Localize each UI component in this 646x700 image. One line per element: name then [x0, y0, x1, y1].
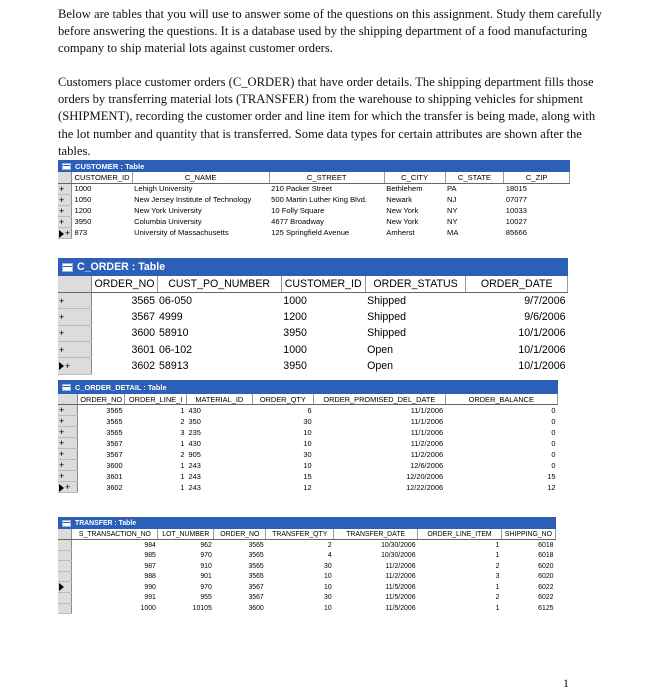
table-cell[interactable]: 1 — [180, 471, 185, 481]
table-cell[interactable]: 1 — [495, 604, 500, 612]
table-cell[interactable]: 1 — [180, 460, 185, 470]
table-cell[interactable]: 11/2/2006 — [410, 438, 444, 448]
table-cell[interactable]: 905 — [188, 449, 201, 459]
table-cell[interactable]: 1 — [495, 541, 500, 549]
table-cell[interactable]: 11/5/2006 — [385, 604, 416, 612]
table-cell[interactable]: New York — [386, 217, 419, 226]
table-cell[interactable]: NY — [447, 206, 458, 215]
column-header[interactable]: TRANSFER_DATE — [334, 529, 418, 540]
table-cell[interactable]: 3567 — [106, 449, 123, 459]
table-cell[interactable]: Shipped — [367, 294, 406, 307]
table-cell[interactable]: 1 — [495, 583, 500, 591]
table-cell[interactable]: 3600 — [106, 460, 123, 470]
table-cell[interactable]: Shipped — [367, 310, 406, 323]
table-cell[interactable]: 10033 — [505, 206, 527, 215]
row-selector[interactable] — [58, 550, 72, 561]
column-header[interactable]: C_CITY — [384, 172, 445, 183]
table-cell[interactable]: New Jersey Institute of Technology — [134, 195, 252, 204]
table-row[interactable] — [58, 550, 556, 561]
current-record-arrow-icon — [59, 484, 64, 492]
table-cell[interactable]: 0 — [551, 460, 556, 470]
table-row[interactable] — [58, 571, 556, 582]
table-cell[interactable]: 430 — [188, 438, 201, 448]
table-cell[interactable]: 988 — [144, 573, 156, 581]
table-row[interactable] — [58, 358, 568, 374]
table-cell[interactable]: 10/30/2006 — [381, 551, 416, 559]
table-cell[interactable]: 10/1/2006 — [518, 327, 566, 340]
table-cell[interactable]: 6125 — [538, 604, 554, 612]
table-cell[interactable]: 1 — [180, 438, 185, 448]
table-row[interactable] — [58, 405, 558, 416]
table-cell[interactable]: 10 — [303, 460, 312, 470]
column-header[interactable]: SHIPPING_NO — [501, 529, 555, 540]
table-row[interactable] — [58, 540, 556, 551]
column-header[interactable]: ORDER_STATUS — [365, 276, 466, 292]
column-header[interactable]: C_ZIP — [504, 172, 570, 183]
table-cell[interactable]: 12 — [547, 482, 556, 492]
column-header[interactable]: ORDER_LINE_ITEM — [418, 529, 502, 540]
table-cell[interactable]: 11/1/2006 — [410, 406, 444, 416]
table-cell[interactable]: 243 — [188, 460, 201, 470]
row-selector[interactable] — [58, 582, 72, 593]
table-cell[interactable]: 3567 — [248, 583, 264, 591]
row-selector[interactable] — [58, 460, 78, 471]
table-cell[interactable]: 0 — [551, 416, 556, 426]
table-cell[interactable]: 125 Springfield Avenue — [271, 228, 350, 237]
table-cell[interactable]: 500 Martin Luther King Blvd. — [271, 195, 367, 204]
row-selector[interactable] — [58, 216, 72, 227]
table-cell[interactable]: 30 — [303, 416, 312, 426]
row-selector[interactable] — [58, 416, 78, 427]
table-cell[interactable]: 12/20/2006 — [406, 471, 444, 481]
expand-plus-icon[interactable]: + — [59, 216, 65, 227]
table-cell[interactable]: 10/1/2006 — [518, 343, 566, 356]
table-cell[interactable]: 430 — [188, 406, 201, 416]
table-cell[interactable]: 991 — [144, 594, 156, 602]
table-cell[interactable]: 970 — [200, 551, 212, 559]
row-selector[interactable] — [58, 309, 92, 325]
transfer-table-window — [58, 517, 556, 614]
row-selector[interactable] — [58, 205, 72, 216]
transfer-table-title: TRANSFER : Table — [75, 519, 137, 527]
table-cell[interactable]: 18015 — [505, 184, 527, 194]
table-cell[interactable]: 58910 — [159, 327, 189, 340]
table-cell[interactable]: 3950 — [283, 327, 307, 340]
table-cell[interactable]: 3565 — [106, 427, 123, 437]
table-cell[interactable]: 12 — [303, 482, 312, 492]
table-cell[interactable]: 984 — [144, 541, 156, 549]
row-selector[interactable] — [58, 603, 72, 614]
table-row[interactable] — [58, 292, 568, 308]
current-record-arrow-icon — [59, 362, 64, 370]
table-cell[interactable]: 3565 — [248, 551, 264, 559]
table-cell[interactable]: Open — [367, 343, 394, 356]
row-selector[interactable] — [58, 227, 72, 238]
table-cell[interactable]: 15 — [303, 471, 312, 481]
table-cell[interactable]: 3600 — [131, 327, 156, 340]
table-cell[interactable]: 2 — [180, 449, 185, 459]
table-cell[interactable]: Shipped — [367, 327, 406, 340]
row-selector[interactable] — [58, 593, 72, 604]
table-cell[interactable]: 901 — [200, 573, 212, 581]
customer-table-window — [58, 160, 570, 239]
table-cell[interactable]: 1000 — [140, 604, 156, 612]
expand-plus-icon[interactable]: + — [59, 460, 65, 471]
row-selector[interactable] — [58, 471, 78, 482]
table-icon — [62, 163, 71, 170]
table-cell[interactable]: 3567 — [131, 310, 156, 323]
table-cell[interactable]: PA — [447, 184, 457, 194]
expand-plus-icon[interactable]: + — [59, 311, 65, 322]
table-cell[interactable]: 10 — [324, 583, 332, 591]
table-cell[interactable]: 06-102 — [159, 343, 193, 356]
table-cell[interactable]: 243 — [188, 471, 201, 481]
c-order-detail-table-window — [58, 380, 558, 493]
column-header[interactable]: ORDER_BALANCE — [445, 394, 557, 405]
c-order-detail-table-titlebar — [58, 380, 558, 394]
table-cell[interactable]: 11/5/2006 — [385, 594, 416, 602]
column-header[interactable]: C_STREET — [269, 172, 384, 183]
expand-plus-icon[interactable]: + — [59, 405, 65, 416]
table-cell[interactable]: Columbia University — [134, 217, 202, 226]
table-cell[interactable]: 10 — [324, 573, 332, 581]
transfer-table — [58, 529, 556, 614]
table-cell[interactable]: 1 — [180, 406, 185, 416]
table-cell[interactable]: 6018 — [538, 541, 554, 549]
table-cell[interactable]: 06-050 — [159, 294, 193, 307]
table-cell[interactable]: 11/2/2006 — [385, 573, 416, 581]
table-cell[interactable]: 10027 — [505, 217, 527, 226]
table-cell[interactable]: University of Massachusetts — [134, 228, 229, 237]
table-row[interactable] — [58, 194, 570, 205]
table-cell[interactable]: 15 — [547, 471, 556, 481]
table-cell[interactable]: 2 — [495, 594, 500, 602]
table-cell[interactable]: 3 — [180, 427, 185, 437]
table-cell[interactable]: Amherst — [386, 228, 415, 237]
column-header[interactable]: ORDER_NO — [92, 276, 157, 292]
table-cell[interactable]: Lehigh University — [134, 184, 193, 194]
table-row[interactable] — [58, 416, 558, 427]
table-cell[interactable]: 3601 — [131, 343, 156, 356]
table-cell[interactable]: 10 — [303, 438, 312, 448]
table-cell[interactable]: 3565 — [106, 416, 123, 426]
table-row[interactable] — [58, 438, 558, 449]
column-header[interactable]: ORDER_NO — [214, 529, 266, 540]
column-header[interactable]: CUSTOMER_ID — [72, 172, 132, 183]
column-header[interactable]: ORDER_DATE — [466, 276, 568, 292]
row-selector[interactable] — [58, 292, 92, 308]
column-header[interactable]: CUST_PO_NUMBER — [157, 276, 281, 292]
table-row[interactable] — [58, 183, 570, 194]
expand-plus-icon[interactable]: + — [59, 416, 65, 427]
table-cell[interactable]: 11/5/2006 — [385, 583, 416, 591]
customer-table-titlebar — [58, 160, 570, 172]
table-cell[interactable]: New York University — [134, 206, 202, 215]
table-cell[interactable]: 3565 — [106, 406, 123, 416]
table-cell[interactable]: 955 — [200, 594, 212, 602]
row-selector[interactable] — [58, 438, 78, 449]
table-cell[interactable]: 9/7/2006 — [524, 294, 566, 307]
table-cell[interactable]: 11/2/2006 — [385, 562, 416, 570]
row-selector-header[interactable] — [58, 529, 72, 540]
row-selector-header[interactable] — [58, 394, 78, 405]
table-cell[interactable]: 1000 — [74, 184, 92, 194]
table-cell[interactable]: 07077 — [505, 195, 527, 204]
table-cell[interactable]: 30 — [324, 562, 332, 570]
table-row[interactable] — [58, 603, 556, 614]
row-selector[interactable] — [58, 571, 72, 582]
table-row[interactable] — [58, 216, 570, 227]
table-row[interactable] — [58, 460, 558, 471]
table-row[interactable] — [58, 561, 556, 572]
table-cell[interactable]: 1000 — [283, 294, 307, 307]
table-cell[interactable]: 0 — [551, 406, 556, 416]
table-cell[interactable]: 30 — [324, 594, 332, 602]
table-row[interactable] — [58, 582, 556, 593]
table-cell[interactable]: 85666 — [505, 228, 527, 237]
table-cell[interactable]: 3565 — [248, 541, 264, 549]
table-cell[interactable]: 0 — [551, 449, 556, 459]
row-selector[interactable] — [58, 427, 78, 438]
table-cell[interactable]: 1 — [180, 482, 185, 492]
table-cell[interactable]: 1000 — [283, 343, 307, 356]
description-paragraph: Customers place customer orders (C_ORDER) that have order details. The shipping department fills those orders by transferring material lots (TRANSFER) from the warehouse to shipping vehicles for shipment (SHIPMENT), recording the customer order and line item for which the transfer is being made, along with the lot number and quantity that is transferred. Some data types for certain attributes are shown after the tables. — [58, 75, 596, 158]
table-cell[interactable]: 235 — [188, 427, 201, 437]
table-cell[interactable]: 11/1/2006 — [410, 416, 444, 426]
column-header[interactable]: ORDER_QTY — [252, 394, 314, 405]
c-order-detail-table-title: C_ORDER_DETAIL : Table — [75, 382, 167, 392]
table-icon — [62, 520, 71, 527]
table-cell[interactable]: NJ — [447, 195, 457, 204]
table-cell[interactable]: 3565 — [131, 294, 156, 307]
column-header[interactable]: C_STATE — [445, 172, 504, 183]
current-record-arrow-icon — [59, 583, 64, 591]
table-cell[interactable]: 3950 — [74, 217, 92, 226]
table-row[interactable] — [58, 427, 558, 438]
table-cell[interactable]: 2 — [327, 541, 332, 549]
table-cell[interactable]: 1050 — [74, 195, 92, 204]
row-selector[interactable] — [58, 405, 78, 416]
table-cell[interactable]: 3 — [495, 573, 500, 581]
expand-plus-icon[interactable]: + — [59, 194, 65, 205]
c-order-table-titlebar — [58, 258, 568, 276]
table-row[interactable] — [58, 593, 556, 604]
table-cell[interactable]: Bethlehem — [386, 184, 423, 194]
c-order-table-title: C_ORDER : Table — [77, 261, 166, 273]
table-cell[interactable]: 6020 — [538, 573, 554, 581]
table-cell[interactable]: 4677 Broadway — [271, 217, 324, 226]
customer-table-title: CUSTOMER : Table — [75, 161, 145, 171]
row-selector-header[interactable] — [58, 172, 72, 183]
table-cell[interactable]: 0 — [551, 427, 556, 437]
table-cell[interactable]: 3602 — [106, 482, 123, 492]
table-cell[interactable]: Newark — [386, 195, 412, 204]
row-selector[interactable] — [58, 482, 78, 493]
table-cell[interactable]: 6020 — [538, 562, 554, 570]
table-cell[interactable]: Open — [367, 360, 394, 373]
table-cell[interactable]: 3950 — [283, 360, 307, 373]
expand-plus-icon[interactable]: + — [65, 482, 71, 493]
table-cell[interactable]: 3565 — [248, 573, 264, 581]
column-header[interactable]: ORDER_LINE_I — [125, 394, 187, 405]
table-cell[interactable]: 987 — [144, 562, 156, 570]
table-cell[interactable]: 12/6/2006 — [410, 460, 444, 470]
expand-plus-icon[interactable]: + — [59, 427, 65, 438]
table-cell[interactable]: 30 — [303, 449, 312, 459]
table-row[interactable] — [58, 309, 568, 325]
c-order-table — [58, 276, 568, 375]
table-cell[interactable]: 10/1/2006 — [518, 360, 566, 373]
table-cell[interactable]: 243 — [188, 482, 201, 492]
table-cell[interactable]: 1 — [495, 551, 500, 559]
table-row[interactable] — [58, 325, 568, 341]
table-icon — [62, 384, 71, 391]
expand-plus-icon[interactable]: + — [59, 328, 65, 339]
row-selector[interactable] — [58, 325, 92, 341]
table-cell[interactable]: 970 — [200, 583, 212, 591]
expand-plus-icon[interactable]: + — [59, 295, 65, 306]
table-cell[interactable]: MA — [447, 228, 459, 237]
table-cell[interactable]: NY — [447, 217, 458, 226]
table-cell[interactable]: 10105 — [192, 604, 212, 612]
table-cell[interactable]: 1200 — [283, 310, 307, 323]
table-row[interactable] — [58, 449, 558, 460]
column-header[interactable]: ORDER_NO — [78, 394, 125, 405]
table-cell[interactable]: New York — [386, 206, 419, 215]
row-selector[interactable] — [58, 194, 72, 205]
table-cell[interactable]: 962 — [200, 541, 212, 549]
page-number: 1 — [563, 676, 569, 690]
customer-table — [58, 172, 570, 239]
table-icon — [62, 263, 73, 272]
table-cell[interactable]: 12/22/2006 — [406, 482, 444, 492]
row-selector[interactable] — [58, 561, 72, 572]
column-header[interactable]: MATERIAL_ID — [187, 394, 253, 405]
table-cell[interactable]: 910 — [200, 562, 212, 570]
table-cell[interactable]: 3567 — [106, 438, 123, 448]
table-cell[interactable]: 0 — [551, 438, 556, 448]
expand-plus-icon[interactable]: + — [59, 438, 65, 449]
table-cell[interactable]: 58913 — [159, 360, 189, 373]
table-cell[interactable]: 6018 — [538, 551, 554, 559]
table-cell[interactable]: 10 — [303, 427, 312, 437]
c-order-table-window — [58, 258, 568, 375]
c-order-detail-table — [58, 394, 558, 493]
expand-plus-icon[interactable]: + — [59, 449, 65, 460]
table-cell[interactable]: 6022 — [538, 594, 554, 602]
table-cell[interactable]: 2 — [180, 416, 185, 426]
table-cell[interactable]: 6 — [307, 406, 312, 416]
table-cell[interactable]: 10/30/2006 — [381, 541, 416, 549]
table-cell[interactable]: 210 Packer Street — [271, 184, 332, 194]
table-cell[interactable]: 1200 — [74, 206, 92, 215]
table-cell[interactable]: 3602 — [131, 360, 156, 373]
expand-plus-icon[interactable]: + — [59, 205, 65, 216]
table-cell[interactable]: 10 — [324, 604, 332, 612]
table-cell[interactable]: 10 Folly Square — [271, 206, 325, 215]
column-header[interactable]: ORDER_PROMISED_DEL_DATE — [314, 394, 445, 405]
column-header[interactable]: TRANSFER_QTY — [266, 529, 334, 540]
table-cell[interactable]: 4 — [327, 551, 332, 559]
table-cell[interactable]: 3565 — [248, 562, 264, 570]
table-cell[interactable]: 9/6/2006 — [524, 310, 566, 323]
transfer-table-titlebar — [58, 517, 556, 529]
table-cell[interactable]: 985 — [144, 551, 156, 559]
table-cell[interactable]: 3600 — [248, 604, 264, 612]
intro-paragraph: Below are tables that you will use to answer some of the questions on this assignment. Study them carefully before answering the questions. It is a database used by the shipping department of a food manufacturing company to ship material lots against customer orders. — [58, 7, 602, 56]
row-selector[interactable] — [58, 342, 92, 358]
column-header[interactable]: S_TRANSACTION_NO — [72, 529, 158, 540]
table-cell[interactable]: 3601 — [106, 471, 123, 481]
row-selector[interactable] — [58, 183, 72, 194]
expand-plus-icon[interactable]: + — [65, 361, 71, 372]
table-cell[interactable]: 873 — [74, 228, 88, 237]
table-cell[interactable]: 350 — [188, 416, 201, 426]
expand-plus-icon[interactable]: + — [59, 344, 65, 355]
row-selector[interactable] — [58, 358, 92, 374]
table-cell[interactable]: 6022 — [538, 583, 554, 591]
expand-plus-icon[interactable]: + — [59, 183, 65, 194]
table-row[interactable] — [58, 471, 558, 482]
expand-plus-icon[interactable]: + — [59, 471, 65, 482]
table-cell[interactable]: 11/2/2006 — [410, 449, 444, 459]
column-header[interactable]: LOT_NUMBER — [158, 529, 214, 540]
table-cell[interactable]: 11/1/2006 — [410, 427, 444, 437]
table-cell[interactable]: 990 — [144, 583, 156, 591]
row-selector[interactable] — [58, 449, 78, 460]
table-row[interactable] — [58, 342, 568, 358]
table-cell[interactable]: 2 — [495, 562, 500, 570]
expand-plus-icon[interactable]: + — [65, 227, 71, 238]
table-row[interactable] — [58, 227, 570, 238]
row-selector-header[interactable] — [58, 276, 92, 292]
table-row[interactable] — [58, 482, 558, 493]
column-header[interactable]: C_NAME — [132, 172, 269, 183]
table-cell[interactable]: 4999 — [159, 310, 183, 323]
row-selector[interactable] — [58, 540, 72, 551]
current-record-arrow-icon — [59, 230, 64, 238]
table-row[interactable] — [58, 205, 570, 216]
table-cell[interactable]: 3567 — [248, 594, 264, 602]
column-header[interactable]: CUSTOMER_ID — [281, 276, 365, 292]
